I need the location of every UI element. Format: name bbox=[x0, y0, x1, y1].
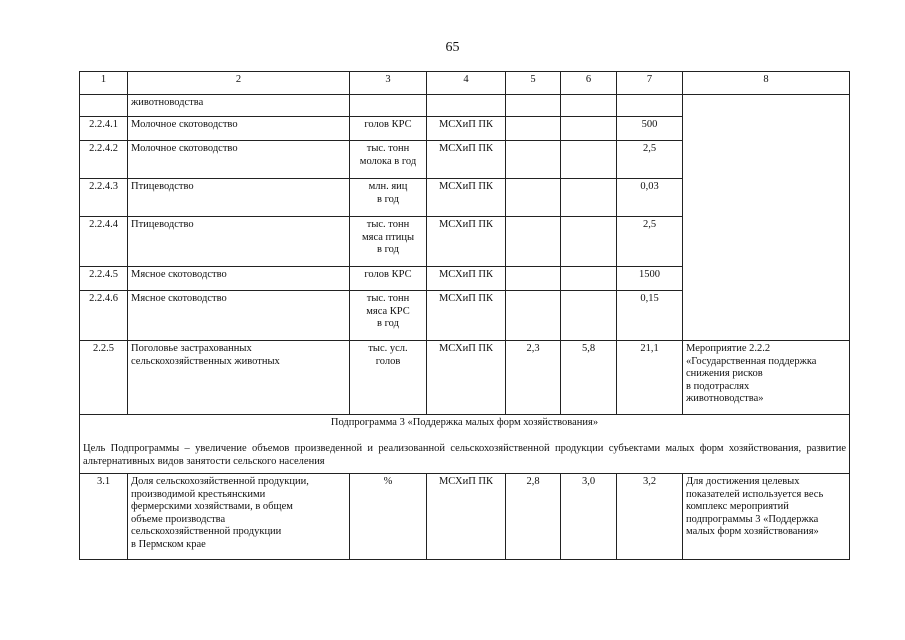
row-note: Мероприятие 2.2.2 «Государственная поддержка снижения рисков в подотраслях животноводства» bbox=[683, 341, 850, 415]
row-id: 2.2.5 bbox=[80, 341, 128, 415]
row-name: животноводства bbox=[128, 95, 350, 117]
row-v7: 0,03 bbox=[617, 179, 683, 217]
row-id: 2.2.4.6 bbox=[80, 291, 128, 341]
row-org: МСХиП ПК bbox=[427, 341, 506, 415]
row-unit: % bbox=[350, 474, 427, 560]
row-unit: тыс. тонн молока в год bbox=[350, 141, 427, 179]
subprogram-title: Подпрограмма 3 «Поддержка малых форм хозяйствования» bbox=[80, 415, 850, 442]
row-v7: 3,2 bbox=[617, 474, 683, 560]
row-v5 bbox=[506, 291, 561, 341]
row-name: Мясное скотоводство bbox=[128, 291, 350, 341]
row-name: Птицеводство bbox=[128, 179, 350, 217]
row-org: МСХиП ПК bbox=[427, 291, 506, 341]
header-row bbox=[80, 72, 850, 95]
page-number: 65 bbox=[445, 40, 460, 55]
row-unit: голов КРС bbox=[350, 267, 427, 291]
row-v5: 2,8 bbox=[506, 474, 561, 560]
row-id: 2.2.4.5 bbox=[80, 267, 128, 291]
row-unit: млн. яиц в год bbox=[350, 179, 427, 217]
header-cell: 5 bbox=[506, 72, 561, 95]
continuation-row bbox=[80, 95, 850, 117]
row-v7: 0,15 bbox=[617, 291, 683, 341]
row-id: 2.2.4.4 bbox=[80, 217, 128, 267]
row-v6 bbox=[561, 141, 617, 179]
row-org: МСХиП ПК bbox=[427, 179, 506, 217]
subprogram-title-row bbox=[80, 415, 850, 442]
table-row bbox=[80, 341, 850, 415]
row-v7: 21,1 bbox=[617, 341, 683, 415]
row-v5 bbox=[506, 267, 561, 291]
row-unit: тыс. усл. голов bbox=[350, 341, 427, 415]
row-unit: тыс. тонн мяса птицы в год bbox=[350, 217, 427, 267]
header-cell: 7 bbox=[617, 72, 683, 95]
header-cell: 3 bbox=[350, 72, 427, 95]
row-v7: 500 bbox=[617, 117, 683, 141]
row-id: 3.1 bbox=[80, 474, 128, 560]
row-org: МСХиП ПК bbox=[427, 117, 506, 141]
row-unit: тыс. тонн мяса КРС в год bbox=[350, 291, 427, 341]
row-org: МСХиП ПК bbox=[427, 474, 506, 560]
row-v6 bbox=[561, 291, 617, 341]
row-v5: 2,3 bbox=[506, 341, 561, 415]
row-v6 bbox=[561, 267, 617, 291]
subprogram-goal: Цель Подпрограммы – увеличение объемов произведенной и реализованной сельскохозяйственной продукции субъектами малых форм хозяйствования, развитие альтернативных видов занятости сельского населения bbox=[80, 441, 850, 474]
row-v7: 2,5 bbox=[617, 141, 683, 179]
row-v7: 1500 bbox=[617, 267, 683, 291]
table-row bbox=[80, 474, 850, 560]
row-v5 bbox=[506, 179, 561, 217]
row-name: Доля сельскохозяйственной продукции, производимой крестьянскими фермерскими хозяйствами, в общем объеме производства сельскохозяйственной продукции в Пермском крае bbox=[128, 474, 350, 560]
row-v6: 3,0 bbox=[561, 474, 617, 560]
row-name: Птицеводство bbox=[128, 217, 350, 267]
row-v7: 2,5 bbox=[617, 217, 683, 267]
header-cell: 4 bbox=[427, 72, 506, 95]
row-v6 bbox=[561, 179, 617, 217]
row-org: МСХиП ПК bbox=[427, 141, 506, 179]
header-cell: 2 bbox=[128, 72, 350, 95]
row-v6: 5,8 bbox=[561, 341, 617, 415]
header-cell: 8 bbox=[683, 72, 850, 95]
row-unit: голов КРС bbox=[350, 117, 427, 141]
row-id: 2.2.4.2 bbox=[80, 141, 128, 179]
row-id: 2.2.4.3 bbox=[80, 179, 128, 217]
header-cell: 1 bbox=[80, 72, 128, 95]
row-name: Молочное скотоводство bbox=[128, 117, 350, 141]
row-org: МСХиП ПК bbox=[427, 267, 506, 291]
row-v6 bbox=[561, 217, 617, 267]
subprogram-goal-row bbox=[80, 441, 850, 474]
row-v6 bbox=[561, 117, 617, 141]
row-v5 bbox=[506, 217, 561, 267]
indicators-table bbox=[79, 71, 850, 560]
row-org: МСХиП ПК bbox=[427, 217, 506, 267]
row-v5 bbox=[506, 117, 561, 141]
row-v5 bbox=[506, 141, 561, 179]
row-name: Поголовье застрахованных сельскохозяйственных животных bbox=[128, 341, 350, 415]
row-name: Мясное скотоводство bbox=[128, 267, 350, 291]
row-id: 2.2.4.1 bbox=[80, 117, 128, 141]
row-name: Молочное скотоводство bbox=[128, 141, 350, 179]
row-note: Для достижения целевых показателей используется весь комплекс мероприятий подпрограммы 3 «Поддержка малых форм хозяйствования» bbox=[683, 474, 850, 560]
note-cell-empty bbox=[683, 95, 850, 341]
header-cell: 6 bbox=[561, 72, 617, 95]
